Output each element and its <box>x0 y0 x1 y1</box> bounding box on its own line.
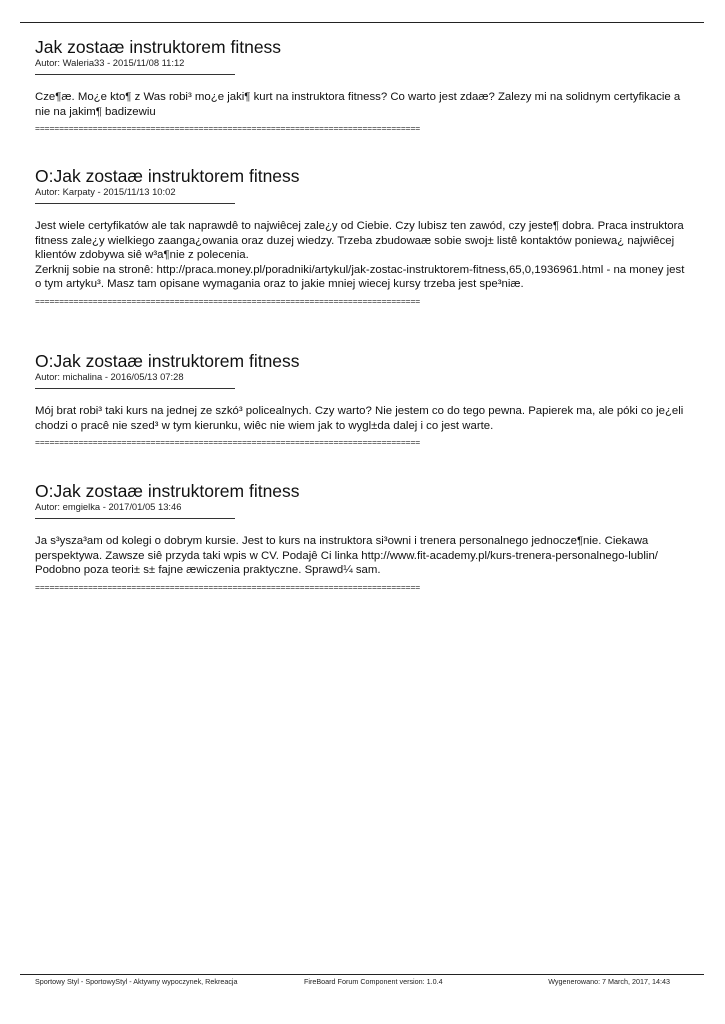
meta-rule <box>35 388 235 389</box>
meta-rule <box>35 203 235 204</box>
post-separator: ================================================================================ <box>35 437 421 447</box>
post-separator: ================================================================================ <box>35 123 421 133</box>
meta-rule <box>35 518 235 519</box>
footer-rule <box>20 974 704 975</box>
top-rule <box>20 22 704 23</box>
post-body: Mój brat robi³ taki kurs na jednej ze szkó³ policealnych. Czy warto? Nie jestem co do tego pewna. Papierek ma, ale póki co je¿eli chodzi o pracê nie szed³ w tym kierunku, wiêc nie wiem jak to wygl±da dalej i co jest warte. <box>35 405 687 432</box>
post-4 <box>35 481 685 592</box>
footer-generated: Wygenerowano: 7 March, 2017, 14:43 <box>548 977 670 986</box>
post-2 <box>35 166 685 306</box>
post-1 <box>35 37 685 133</box>
post-body: Ja s³ysza³am od kolegi o dobrym kursie. Jest to kurs na instruktora si³owni i trenera personalnego jednocze¶nie. Ciekawa perspektywa. Zawsze siê przyda taki wpis w CV. Podajê Ci linka http://www.fit-academy.pl/kurs-trenera-personalnego-lublin/ Podobno poza teori± s± fajne æwiczenia praktyczne. Sprawd¼ sam. <box>35 535 665 576</box>
post-body: Cze¶æ. Mo¿e kto¶ z Was robi³ mo¿e jaki¶ kurt na instruktora fitness? Co warto jest zdaæ? Zalezy mi na solidnym certyfikacie a nie na jakim¶ badizewiu <box>35 91 684 118</box>
post-meta: Autor: michalina - 2016/05/13 07:28 <box>35 371 184 382</box>
footer-site: Sportowy Styl - SportowyStyl - Aktywny wypoczynek, Rekreacja <box>35 977 238 986</box>
meta-rule <box>35 74 235 75</box>
post-title: Jak zostaæ instruktorem fitness <box>35 37 282 57</box>
post-separator: ================================================================================ <box>35 581 421 592</box>
post-title: O:Jak zostaæ instruktorem fitness <box>35 166 300 186</box>
post-meta: Autor: Waleria33 - 2015/11/08 11:12 <box>35 57 185 68</box>
footer-component: FireBoard Forum Component version: 1.0.4 <box>304 977 443 986</box>
post-meta: Autor: Karpaty - 2015/11/13 10:02 <box>35 186 176 197</box>
post-body: Jest wiele certyfikatów ale tak naprawdê to najwiêcej zale¿y od Ciebie. Czy lubisz ten zawód, czy jeste¶ dobra. Praca instruktora fitness zale¿y wielkiego zaanga¿owania oraz duzej wiedzy. Trzeba zbudowaæ sobie swoj± listê kontaktów poniewa¿ najwiêcej klientów zdobywa siê w³a¶nie z polecenia. Zerknij sobie na stronê: http://praca.money.pl/poradniki/artykul/jak-zostac-instruktorem-fitness,65,0,1936961.html - na money jest o tym artyku³. Masz tam opisane wymagania oraz to jakie mniej wiecej kursy trzeba jest spe³niæ. <box>35 220 685 290</box>
post-title: O:Jak zostaæ instruktorem fitness <box>35 351 300 371</box>
post-separator: ================================================================================ <box>35 295 421 306</box>
post-meta: Autor: emgielka - 2017/01/05 13:46 <box>35 501 182 512</box>
post-3 <box>35 351 685 447</box>
post-title: O:Jak zostaæ instruktorem fitness <box>35 481 300 501</box>
